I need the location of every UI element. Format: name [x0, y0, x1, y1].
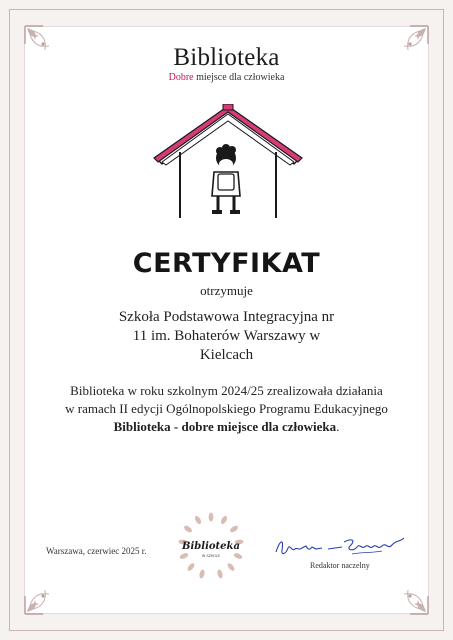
- place-date: Warszawa, czerwiec 2025 r.: [46, 546, 147, 556]
- recipient-line: Kielcach: [199, 347, 254, 363]
- program-suffix: .: [336, 419, 340, 434]
- receives-label: otrzymuje: [200, 283, 253, 298]
- certificate-description: [0, 382, 453, 436]
- tagline-accent: Dobre: [168, 72, 194, 83]
- description-line: Biblioteka w roku szkolnym 2024/25 zrealizowała działania: [70, 383, 383, 398]
- corner-ornament-icon: [394, 580, 430, 616]
- brand-tagline: [0, 72, 453, 83]
- signature-image: [272, 532, 408, 560]
- brand-title: Biblioteka: [173, 44, 280, 71]
- seal-laurel-icon: [176, 511, 246, 581]
- recipient-name: [0, 308, 453, 365]
- recipient-line: 11 im. Bohaterów Warszawy w: [132, 328, 321, 344]
- program-name: Biblioteka - dobre miejsce dla człowieka: [113, 419, 337, 434]
- program-line: [0, 418, 453, 436]
- recipient-line: Szkoła Podstawowa Integracyjna nr: [118, 309, 335, 325]
- corner-ornament-icon: [23, 580, 59, 616]
- signer-role: Redaktor naczelny: [310, 561, 370, 570]
- seal-subtext: W SZKOLE: [201, 554, 221, 558]
- certificate-title: CERTYFIKAT: [132, 248, 321, 279]
- description-line: w ramach II edycji Ogólnopolskiego Programu Edukacyjnego: [65, 401, 388, 416]
- tagline-rest: miejsce dla człowieka: [193, 72, 285, 83]
- book-roof-house-icon: [150, 104, 306, 222]
- seal-text: Biblioteka: [182, 541, 240, 552]
